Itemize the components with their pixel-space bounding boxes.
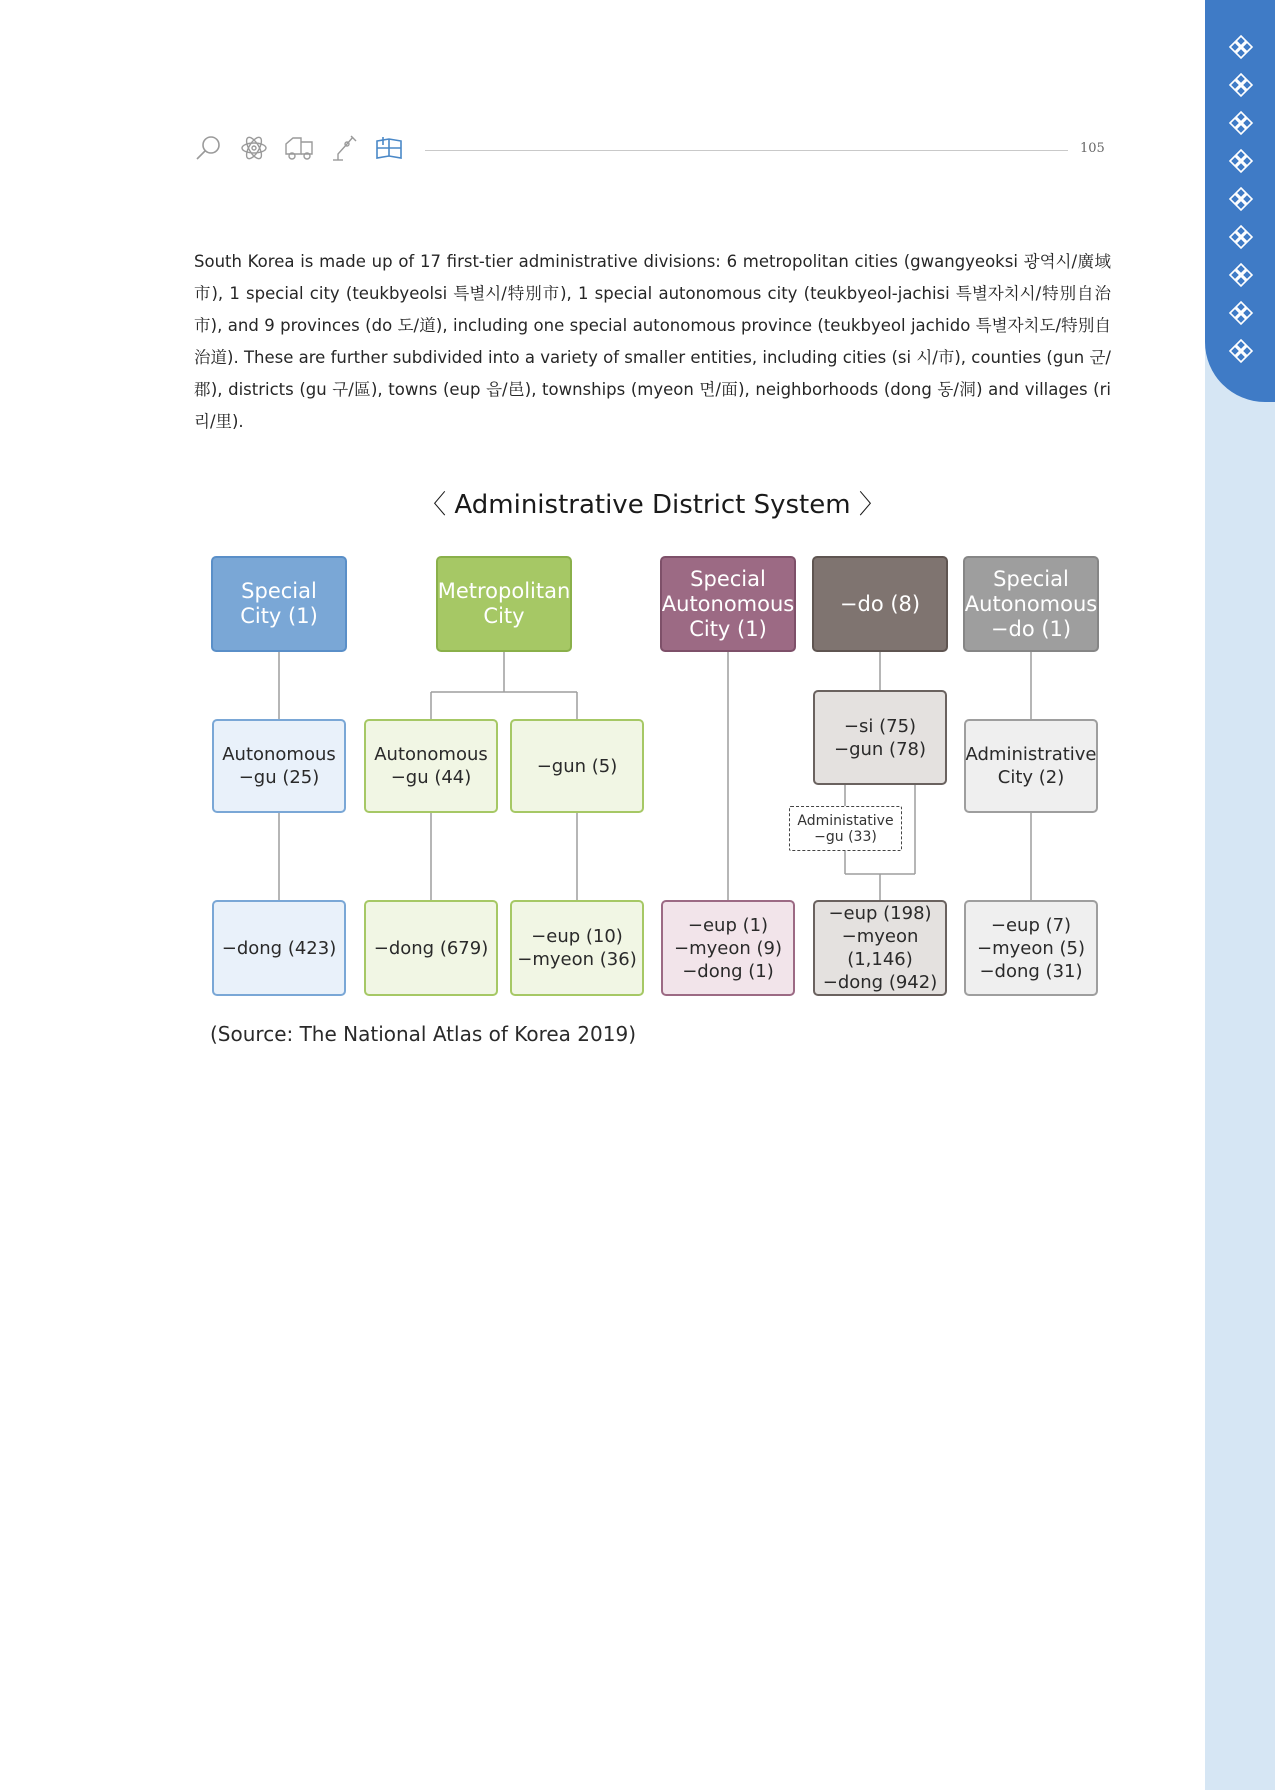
node-gun-5: −gun (5) xyxy=(510,719,644,813)
truck-icon xyxy=(284,133,314,163)
magnifier-icon xyxy=(194,133,224,163)
node-si-gun: −si (75) −gun (78) xyxy=(813,690,947,785)
robot-arm-icon xyxy=(329,133,359,163)
node-eup-myeon-metro: −eup (10) −myeon (36) xyxy=(510,900,644,996)
source-note: (Source: The National Atlas of Korea 2019) xyxy=(210,1022,636,1046)
ornament-icon xyxy=(1228,262,1254,288)
node-eup-myeon-dong-sac: −eup (1) −myeon (9) −dong (1) xyxy=(661,900,795,996)
page-number: 105 xyxy=(1080,141,1105,156)
node-autonomous-gu-25: Autonomous −gu (25) xyxy=(212,719,346,813)
ornament-icon xyxy=(1228,110,1254,136)
ornament-icon xyxy=(1228,224,1254,250)
atom-icon xyxy=(239,133,269,163)
ornament-icon xyxy=(1228,338,1254,364)
ornament-icon xyxy=(1228,34,1254,60)
ornament-icon xyxy=(1228,186,1254,212)
node-eup-myeon-dong-sad: −eup (7) −myeon (5) −dong (31) xyxy=(964,900,1098,996)
book-icon xyxy=(374,133,404,163)
node-special-autonomous-do: Special Autonomous −do (1) xyxy=(963,556,1099,652)
ornament-icon xyxy=(1228,148,1254,174)
node-administrative-gu: Administative −gu (33) xyxy=(789,806,902,851)
node-dong-423: −dong (423) xyxy=(212,900,346,996)
node-metropolitan-city: Metropolitan City xyxy=(436,556,572,652)
header-rule xyxy=(425,150,1068,151)
node-do: −do (8) xyxy=(812,556,948,652)
node-autonomous-gu-44: Autonomous −gu (44) xyxy=(364,719,498,813)
node-dong-679: −dong (679) xyxy=(364,900,498,996)
node-special-city: Special City (1) xyxy=(211,556,347,652)
node-special-autonomous-city: Special Autonomous City (1) xyxy=(660,556,796,652)
ornament-icon xyxy=(1228,300,1254,326)
diagram-title: 〈 Administrative District System 〉 xyxy=(420,490,885,520)
intro-paragraph: South Korea is made up of 17 first-tier administrative divisions: 6 metropolitan cities (gwangyeoksi 광역시/廣域市), 1 special city (teukbyeolsi 특별시/特別市), 1 special autonomous city (teukbyeol-jachisi 특별자치시/特別自治市), and 9 provinces (do 도/道), including one special autonomous province (teukbyeol jachido 특별자치도/特別自治道). These are further subdivided into a variety of smaller entities, including cities (si 시/市), counties (gun 군/郡), districts (gu 구/區), towns (eup 읍/邑), townships (myeon 면/面), neighborhoods (dong 동/洞) and villages (ri 리/里). xyxy=(194,252,1111,431)
node-administrative-city: Administrative City (2) xyxy=(964,719,1098,813)
ornament-icon xyxy=(1228,72,1254,98)
node-eup-myeon-dong-do: −eup (198) −myeon (1,146) −dong (942) xyxy=(813,900,947,996)
chapter-tab xyxy=(1205,0,1275,402)
